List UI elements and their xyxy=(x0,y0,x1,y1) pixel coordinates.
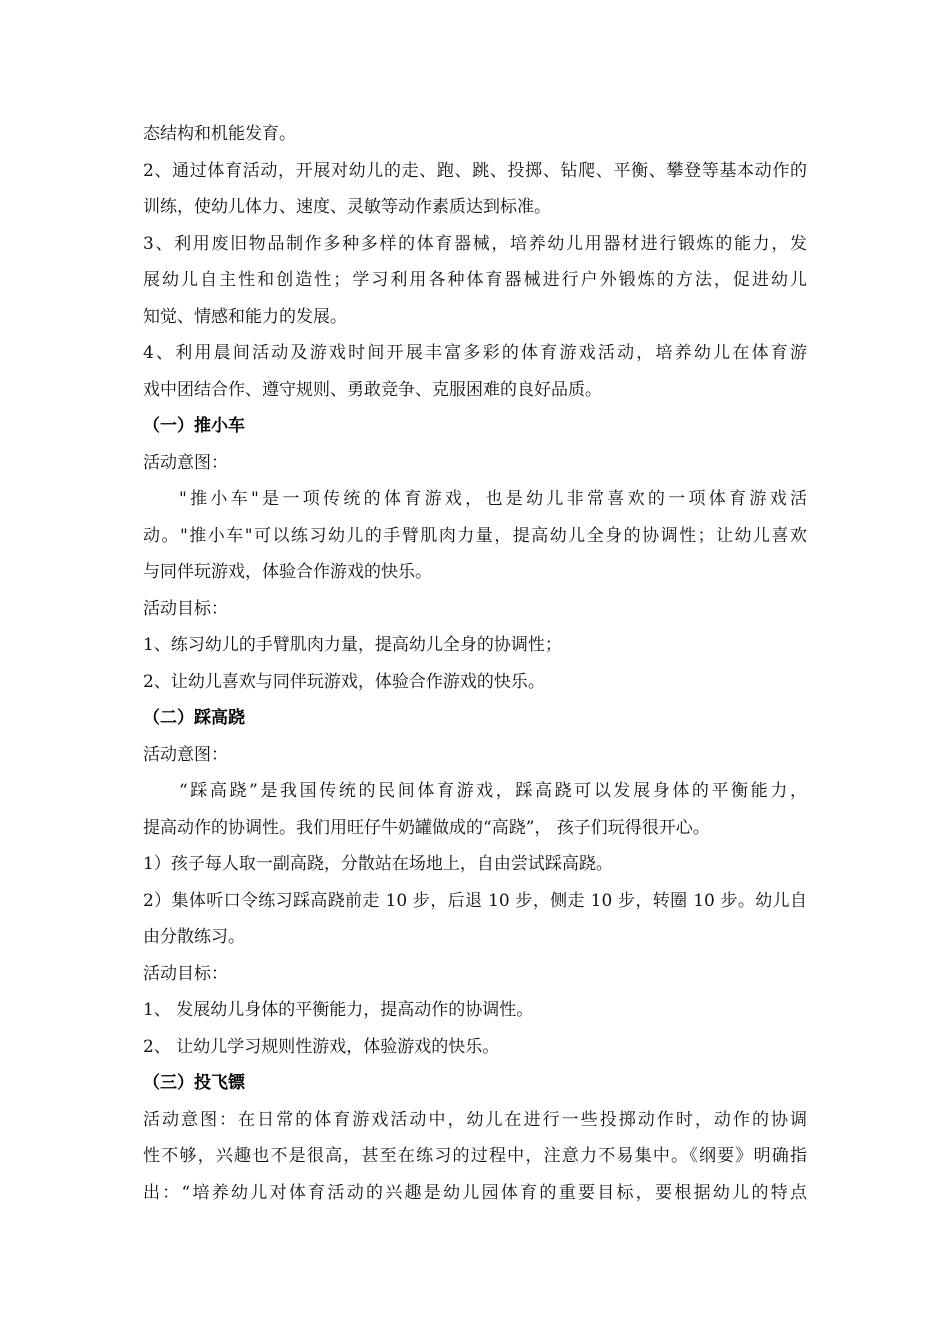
text-line: 1、 发展幼儿身体的平衡能力，提高动作的协调性。 xyxy=(143,1000,534,1020)
text-line: 2、让幼儿喜欢与同伴玩游戏，体验合作游戏的快乐。 xyxy=(143,671,545,692)
document-body xyxy=(143,116,807,1211)
text-line: 训练，使幼儿体力、速度、灵敏等动作素质达到标准。 xyxy=(143,197,551,217)
text-line: "推小车"是一项传统的体育游戏，也是幼儿非常喜欢的一项体育游戏活 xyxy=(179,489,807,509)
text-line: 知觉、情感和能力的发展。 xyxy=(143,306,347,327)
text-line: 与同伴玩游戏，体验合作游戏的快乐。 xyxy=(143,562,432,582)
text-line: 由分散练习。 xyxy=(143,927,245,947)
text-line: 活动意图： xyxy=(143,744,228,765)
section-heading-stilts: （二）踩高跷 xyxy=(143,708,245,728)
text-line: 性不够，兴趣也不是很高，甚至在练习的过程中，注意力不易集中。《纲要》明确指 xyxy=(143,1146,807,1166)
text-line: 出：“培养幼儿对体育活动的兴趣是幼儿园体育的重要目标，要根据幼儿的特点 xyxy=(143,1182,807,1203)
text-line: 2、通过体育活动，开展对幼儿的走、跑、跳、投掷、钻爬、平衡、攀登等基本动作的 xyxy=(143,160,807,181)
text-line: 4、利用晨间活动及游戏时间开展丰富多彩的体育游戏活动，培养幼儿在体育游 xyxy=(143,343,807,363)
text-line: 活动意图：在日常的体育游戏活动中，幼儿在进行一些投掷动作时，动作的协调 xyxy=(143,1109,807,1130)
section-heading-push-cart: （一）推小车 xyxy=(143,416,245,436)
text-line: 活动目标： xyxy=(143,963,228,984)
text-line: 戏中团结合作、遵守规则、勇敢竞争、克服困难的良好品质。 xyxy=(143,379,602,400)
section-heading-darts: （三）投飞镖 xyxy=(143,1073,245,1093)
text-line: 活动目标： xyxy=(143,598,228,619)
text-line: 提高动作的协调性。我们用旺仔牛奶罐做成的“高跷”， 孩子们玩得很开心。 xyxy=(143,817,710,838)
text-line: 动。"推小车"可以练习幼儿的手臂肌肉力量，提高幼儿全身的协调性；让幼儿喜欢 xyxy=(143,525,807,546)
text-line: 态结构和机能发育。 xyxy=(143,124,296,144)
text-line: 2、 让幼儿学习规则性游戏，体验游戏的快乐。 xyxy=(143,1036,500,1057)
text-line: 1）孩子每人取一副高跷，分散站在场地上，自由尝试踩高跷。 xyxy=(143,854,613,874)
text-line: 2）集体听口令练习踩高跷前走 10 步，后退 10 步，侧走 10 步，转圈 10 步。幼儿自 xyxy=(143,890,807,911)
text-line: “踩高跷”是我国传统的民间体育游戏，踩高跷可以发展身体的平衡能力， xyxy=(179,781,807,801)
text-line: 活动意图： xyxy=(143,452,228,473)
text-line: 3、利用废旧物品制作多种多样的体育器械，培养幼儿用器材进行锻炼的能力，发 xyxy=(143,233,807,254)
text-line: 展幼儿自主性和创造性；学习利用各种体育器械进行户外锻炼的方法，促进幼儿 xyxy=(143,270,807,290)
text-line: 1、练习幼儿的手臂肌肉力量，提高幼儿全身的协调性； xyxy=(143,635,562,655)
